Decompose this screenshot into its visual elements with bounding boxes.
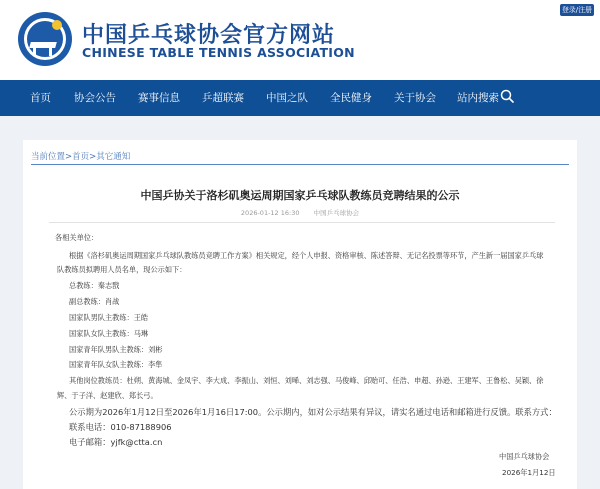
list-item: 总教练：秦志戬 bbox=[69, 281, 120, 290]
contact-email[interactable]: 电子邮箱：yjfk@ctta.cn bbox=[69, 437, 163, 447]
site-title-cn: 中国乒乓球协会官方网站 bbox=[82, 23, 336, 48]
article-meta bbox=[23, 208, 577, 217]
list-item: 国家队女队主教练：马琳 bbox=[69, 329, 149, 338]
intro-paragraph-cont: 队教练员拟聘用人员名单，现公示如下： bbox=[57, 265, 187, 274]
list-item: 国家青年队女队主教练：李隼 bbox=[69, 360, 163, 369]
site-header bbox=[0, 0, 600, 80]
search-icon[interactable] bbox=[500, 89, 514, 103]
article-title: 中国乒协关于洛杉矶奥运周期国家乒乓球队教练员竞聘结果的公示 bbox=[140, 189, 460, 202]
table-leg bbox=[33, 48, 36, 56]
nav-item-super-league[interactable]: 乒超联赛 bbox=[202, 92, 244, 104]
sign-date: 2026年1月12日 bbox=[502, 468, 556, 477]
contact-phone: 联系电话：010-87188906 bbox=[69, 422, 172, 432]
other-coaches-cont: 辉、于子洋、赵建欣、郑长弓。 bbox=[57, 391, 158, 400]
nav-item-announcements[interactable]: 协会公告 bbox=[74, 92, 116, 104]
title-divider bbox=[49, 222, 555, 223]
main-nav bbox=[0, 80, 600, 116]
intro-paragraph: 根据《洛杉矶奥运周期国家乒乓球队教练员竞聘工作方案》相关规定，经个人申报、资格审核、陈述答辩、无记名投票等环节，产生新一届国家乒乓球 bbox=[69, 251, 544, 260]
list-item: 国家队男队主教练：王皓 bbox=[69, 313, 149, 322]
nav-item-home[interactable]: 首页 bbox=[30, 92, 51, 104]
login-button[interactable]: 登录/注册 bbox=[561, 6, 593, 14]
nav-item-events[interactable]: 赛事信息 bbox=[138, 92, 180, 104]
nav-item-fitness[interactable]: 全民健身 bbox=[330, 92, 372, 104]
ball-icon bbox=[52, 20, 62, 30]
article-source: 中国乒乓球协会 bbox=[313, 209, 360, 217]
nav-item-national-team[interactable]: 中国之队 bbox=[266, 92, 308, 104]
signature: 中国乒乓球协会 bbox=[499, 452, 550, 461]
article-panel bbox=[23, 140, 577, 489]
notice-period: 公示期为2026年1月12日至2026年1月16日17:00。公示期内，如对公示结果有异议，请实名通过电话和邮箱进行反馈。联系方式： bbox=[69, 407, 557, 417]
list-item: 国家青年队男队主教练：刘彬 bbox=[69, 345, 163, 354]
breadcrumb-divider bbox=[31, 164, 569, 165]
salutation: 各相关单位： bbox=[55, 233, 99, 242]
ctta-logo[interactable] bbox=[18, 12, 72, 66]
breadcrumb[interactable]: 当前位置>首页>其它通知 bbox=[31, 152, 131, 162]
nav-item-site-search[interactable]: 站内搜索 bbox=[457, 92, 499, 104]
nav-item-about[interactable]: 关于协会 bbox=[394, 92, 436, 104]
article-date: 2026-01-12 16:30 bbox=[240, 209, 300, 217]
other-coaches: 其他岗位教练员：杜朔、黄海城、金凤宇、李大成、李振山、刘恒、刘晞、刘志强、马俊峰、邱贻可、任浩、申超、孙逊、王建军、王鲁松、吴颖、徐 bbox=[69, 376, 544, 385]
table-leg bbox=[49, 48, 52, 56]
list-item: 副总教练：肖战 bbox=[69, 297, 120, 306]
site-title-en: CHINESE TABLE TENNIS ASSOCIATION bbox=[82, 45, 355, 60]
